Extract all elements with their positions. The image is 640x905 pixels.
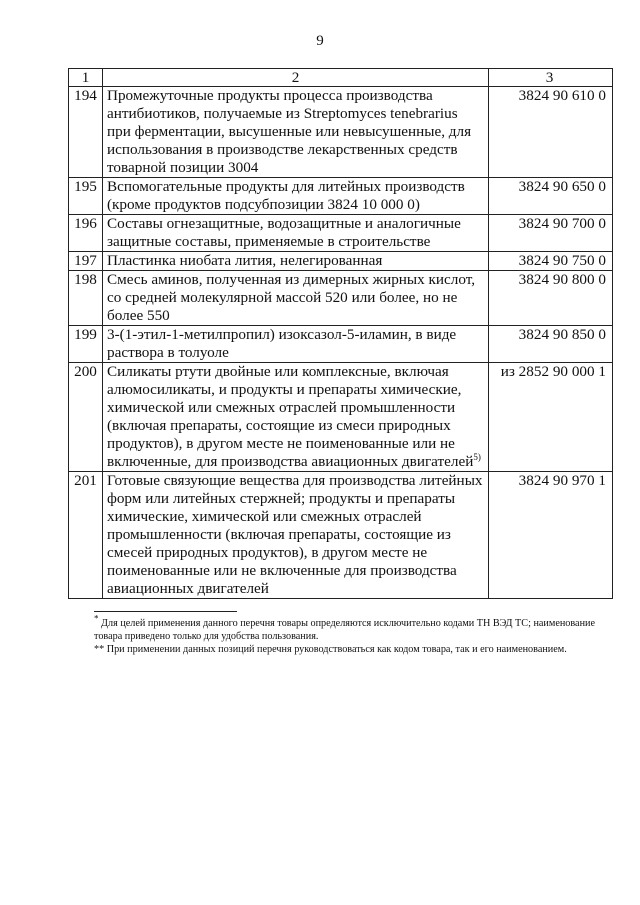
row-code: 3824 90 750 0 xyxy=(489,252,613,271)
row-code: 3824 90 850 0 xyxy=(489,326,613,363)
table-row xyxy=(69,178,613,215)
row-description: 3-(1-этил-1-метилпропил) изоксазол-5-иламин, в виде раствора в толуоле xyxy=(103,326,489,363)
table-row xyxy=(69,215,613,252)
row-description: Силикаты ртути двойные или комплексные, включая алюмосиликаты, и продукты и препараты химические, химической или смежных отраслей промышленности (включая препараты, состоящие из смеси природных продуктов), в другом месте не поименованные или не включенные, для производства авиационных двигателей xyxy=(107,363,474,470)
footnote-text: При применении данных позиций перечня руководствоваться как кодом товара, так и его наименованием. xyxy=(104,644,567,655)
footnote xyxy=(94,613,604,643)
footnote xyxy=(94,643,604,656)
row-description: Составы огнезащитные, водозащитные и аналогичные защитные составы, применяемые в строительстве xyxy=(103,215,489,252)
table-row xyxy=(69,326,613,363)
row-code: из 2852 90 000 1 xyxy=(489,363,613,472)
row-number: 201 xyxy=(69,472,103,599)
row-description: Пластинка ниобата лития, нелегированная xyxy=(103,252,489,271)
page-number: 9 xyxy=(316,33,324,49)
footnote-mark: * xyxy=(94,613,99,624)
row-code: 3824 90 610 0 xyxy=(489,87,613,178)
row-code: 3824 90 700 0 xyxy=(489,215,613,252)
table-header-row xyxy=(69,69,613,87)
table-row xyxy=(69,472,613,599)
header-col-2: 2 xyxy=(103,69,489,87)
table-row xyxy=(69,87,613,178)
row-description: Готовые связующие вещества для производства литейных форм или литейных стержней; продукты и препараты химические, химической или смежных отраслей промышленности (включая препараты, состоящие из смесей природных продуктов), в другом месте не поименованные или не включенные для производства авиационных двигателей xyxy=(103,472,489,599)
table-row xyxy=(69,271,613,326)
row-code: 3824 90 800 0 xyxy=(489,271,613,326)
row-number: 199 xyxy=(69,326,103,363)
footnotes xyxy=(94,613,604,656)
footnote-mark: ** xyxy=(94,644,105,655)
row-number: 194 xyxy=(69,87,103,178)
row-code: 3824 90 650 0 xyxy=(489,178,613,215)
row-description: Вспомогательные продукты для литейных производств (кроме продуктов подсубпозиции 3824 10 000 0) xyxy=(103,178,489,215)
row-number: 198 xyxy=(69,271,103,326)
goods-table xyxy=(68,68,613,599)
footnote-reference: 5) xyxy=(473,451,481,462)
row-description-cell xyxy=(103,363,489,472)
footnote-text: Для целей применения данного перечня товары определяются исключительно кодами ТН ВЭД ТС; наименование товара приведено только для удобства пользования. xyxy=(94,618,596,642)
header-col-1: 1 xyxy=(69,69,103,87)
table-row xyxy=(69,363,613,472)
row-description: Промежуточные продукты процесса производства антибиотиков, получаемые из Streptomyces tenebrarius при ферментации, высушенные или невысушенные, для использования в производстве лекарственных средств товарной позиции 3004 xyxy=(103,87,489,178)
row-code: 3824 90 970 1 xyxy=(489,472,613,599)
row-number: 196 xyxy=(69,215,103,252)
row-number: 195 xyxy=(69,178,103,215)
row-number: 197 xyxy=(69,252,103,271)
row-number: 200 xyxy=(69,363,103,472)
footnote-divider xyxy=(94,611,237,612)
header-col-3: 3 xyxy=(489,69,613,87)
table-row xyxy=(69,252,613,271)
row-description: Смесь аминов, полученная из димерных жирных кислот, со средней молекулярной массой 520 или более, но не более 550 xyxy=(103,271,489,326)
